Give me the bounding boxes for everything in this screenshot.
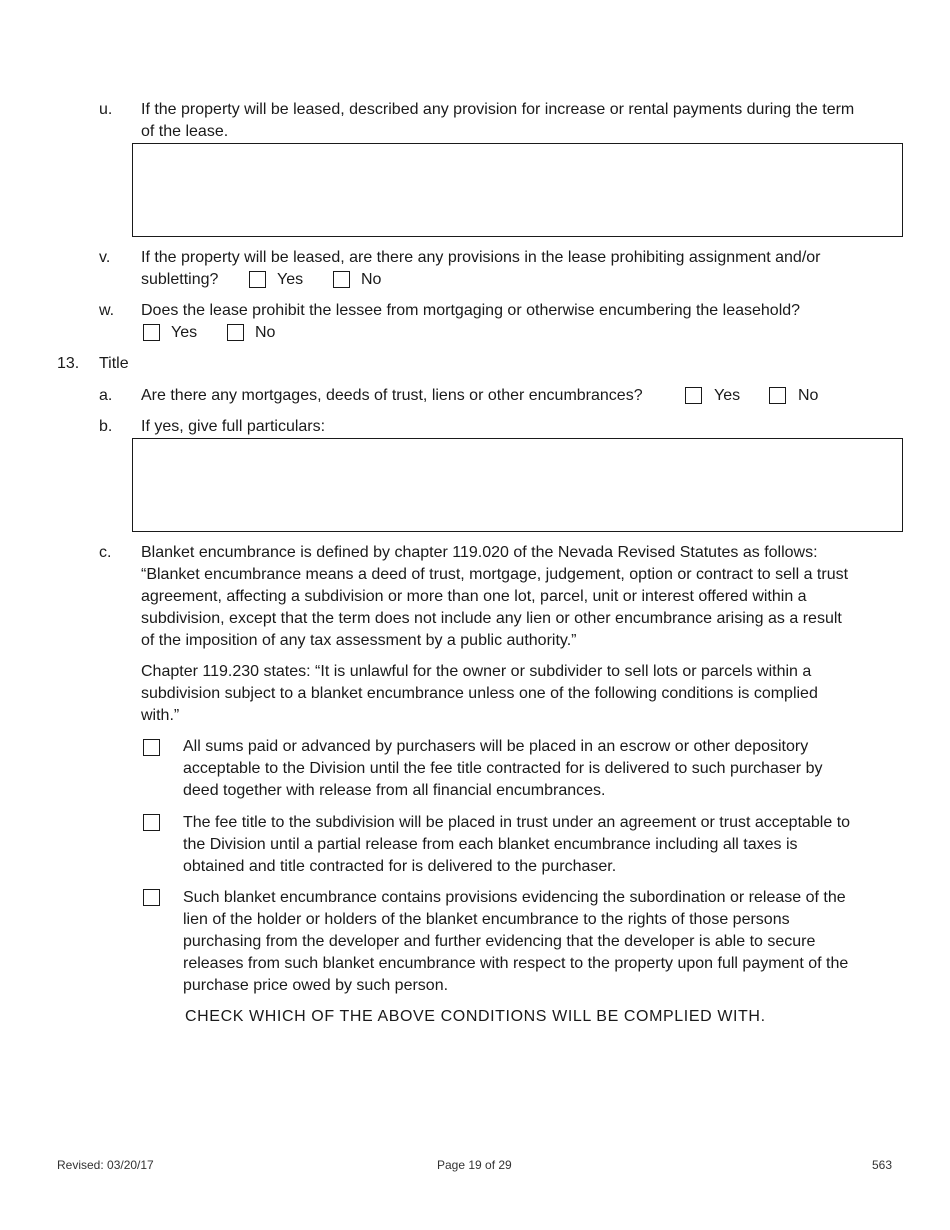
- item-13a-no-label: No: [798, 387, 819, 404]
- item-v-no-checkbox[interactable]: [333, 271, 350, 288]
- item-13a-yes-checkbox[interactable]: [685, 387, 702, 404]
- condition-subordination-line3: purchasing from the developer and further evidencing that the developer is able to secure: [183, 933, 816, 950]
- condition-subordination-line5: purchase price owed by such person.: [183, 977, 449, 994]
- instruction-check-conditions: CHECK WHICH OF THE ABOVE CONDITIONS WILL BE COMPLIED WITH.: [185, 1008, 766, 1025]
- item-v-question-line1: If the property will be leased, are there any provisions in the lease prohibiting assignment and/or: [141, 249, 821, 266]
- item-13c-chapter-line3: with.”: [141, 707, 180, 724]
- item-u-letter: u.: [99, 101, 113, 118]
- item-v-yes-checkbox[interactable]: [249, 271, 266, 288]
- condition-escrow-line3: deed together with release from all financial encumbrances.: [183, 782, 606, 799]
- item-13a-question: Are there any mortgages, deeds of trust, liens or other encumbrances?: [141, 387, 643, 404]
- item-13c-quote-line1: “Blanket encumbrance means a deed of trust, mortgage, judgement, option or contract to sell a trust: [141, 566, 849, 583]
- item-u-question-line1: If the property will be leased, described any provision for increase or rental payments during the term: [141, 101, 855, 118]
- item-w-no-checkbox[interactable]: [227, 324, 244, 341]
- item-w-question: Does the lease prohibit the lessee from mortgaging or otherwise encumbering the leasehold?: [141, 302, 801, 319]
- item-v-letter: v.: [99, 249, 111, 266]
- condition-escrow-line2: acceptable to the Division until the fee title contracted for is delivered to such purchaser by: [183, 760, 823, 777]
- condition-subordination-line1: Such blanket encumbrance contains provisions evidencing the subordination or release of the: [183, 889, 846, 906]
- item-13c-quote-line3: subdivision, except that the term does not include any lien or other encumbrance arising as a result: [141, 610, 842, 627]
- item-13b-question: If yes, give full particulars:: [141, 418, 326, 435]
- item-13c-quote-line4: of the imposition of any tax assessment by a public authority.”: [141, 632, 577, 649]
- item-v-no-label: No: [361, 271, 382, 288]
- condition-subordination-checkbox[interactable]: [143, 889, 160, 906]
- item-v-yes-label: Yes: [277, 271, 304, 288]
- item-13c-quote-line2: agreement, affecting a subdivision or more than one lot, parcel, unit or interest offered within a: [141, 588, 807, 605]
- footer-revised-date: Revised: 03/20/17: [57, 1158, 154, 1172]
- item-w-no-label: No: [255, 324, 276, 341]
- condition-trust-line3: obtained and title contracted for is delivered to the purchaser.: [183, 858, 617, 875]
- item-v-question-line2: subletting?: [141, 271, 219, 288]
- condition-subordination-line4: releases from such blanket encumbrance with respect to the property upon full payment of the: [183, 955, 849, 972]
- condition-subordination-line2: lien of the holder or holders of the blanket encumbrance to the rights of those persons: [183, 911, 790, 928]
- condition-escrow-checkbox[interactable]: [143, 739, 160, 756]
- encumbrance-particulars-textbox[interactable]: [132, 438, 903, 532]
- condition-trust-checkbox[interactable]: [143, 814, 160, 831]
- section-13-number: 13.: [57, 355, 80, 372]
- condition-trust-line1: The fee title to the subdivision will be placed in trust under an agreement or trust acceptable to: [183, 814, 851, 831]
- item-13a-no-checkbox[interactable]: [769, 387, 786, 404]
- section-13-title: Title: [99, 355, 129, 372]
- lease-rental-provisions-textbox[interactable]: [132, 143, 903, 237]
- item-13c-letter: c.: [99, 544, 112, 561]
- item-w-letter: w.: [99, 302, 115, 319]
- item-13b-letter: b.: [99, 418, 113, 435]
- footer-page-number: Page 19 of 29: [437, 1158, 512, 1172]
- item-u-question-line2: of the lease.: [141, 123, 229, 140]
- condition-trust-line2: the Division until a partial release from each blanket encumbrance including all taxes is: [183, 836, 798, 853]
- item-13a-letter: a.: [99, 387, 113, 404]
- item-13c-intro: Blanket encumbrance is defined by chapter 119.020 of the Nevada Revised Statutes as follows:: [141, 544, 818, 561]
- condition-escrow-line1: All sums paid or advanced by purchasers will be placed in an escrow or other depository: [183, 738, 809, 755]
- footer-form-number: 563: [872, 1158, 893, 1172]
- item-13a-yes-label: Yes: [714, 387, 741, 404]
- item-13c-chapter-line2: subdivision subject to a blanket encumbrance unless one of the following conditions is complied: [141, 685, 818, 702]
- item-w-yes-checkbox[interactable]: [143, 324, 160, 341]
- item-13c-chapter-line1: Chapter 119.230 states: “It is unlawful for the owner or subdivider to sell lots or parcels within a: [141, 663, 812, 680]
- item-w-yes-label: Yes: [171, 324, 198, 341]
